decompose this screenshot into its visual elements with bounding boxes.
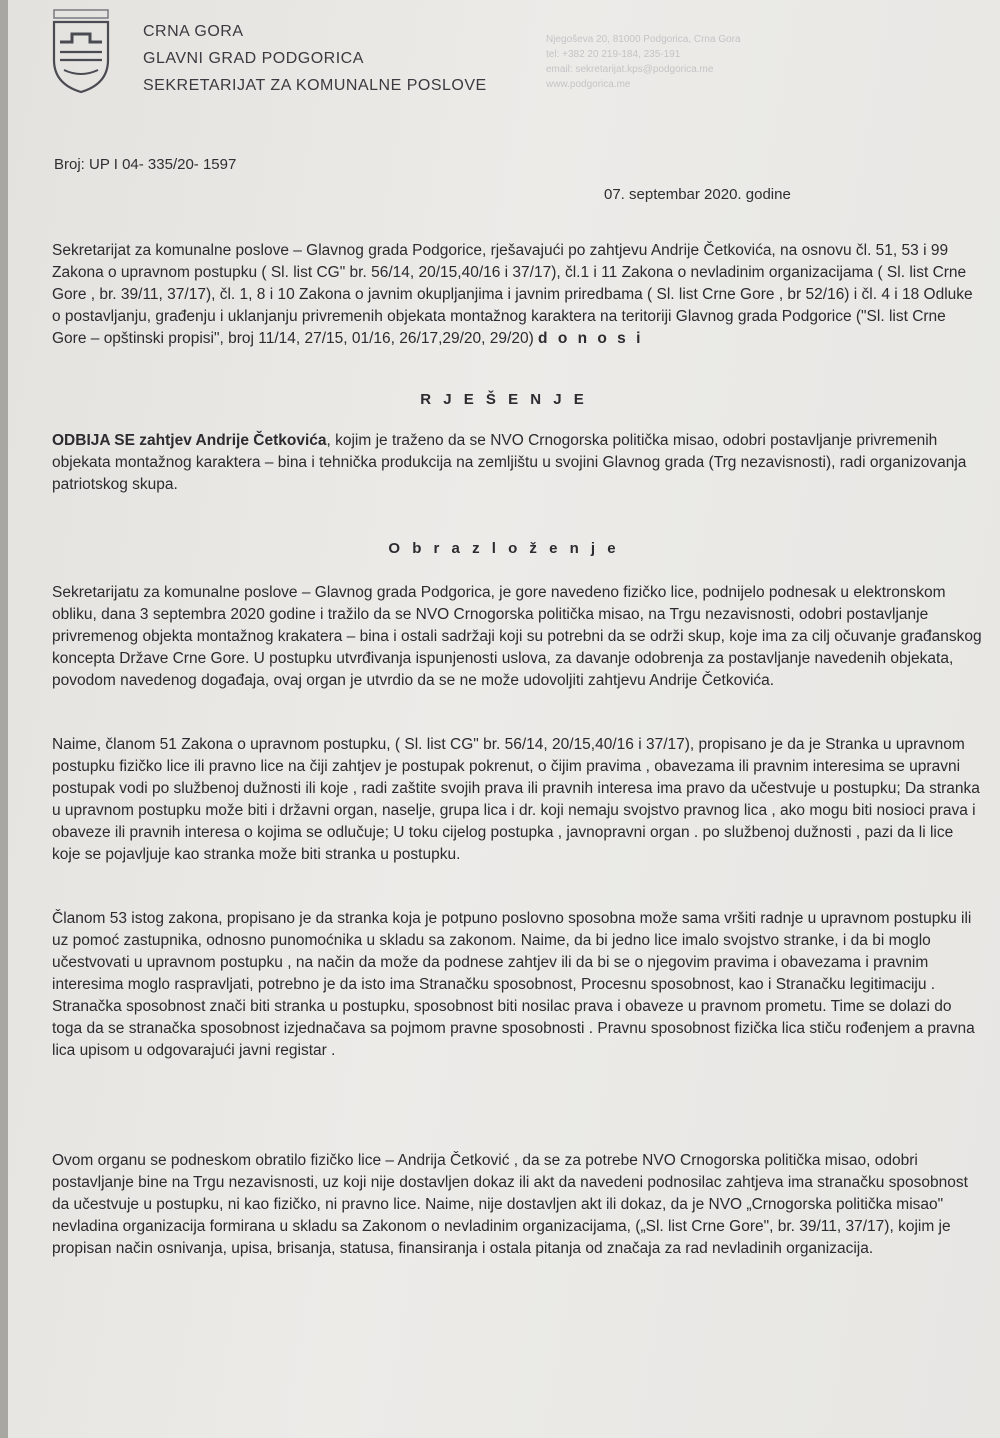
document-date: 07. septembar 2020. godine (604, 186, 791, 203)
contact-block (546, 32, 741, 92)
reasoning-paragraph-3: Članom 53 istog zakona, propisano je da stranka koja je potpuno poslovno sposobna može sama vršiti radnje u upravnom postupku ili uz pomoć zastupnika, odnosno punomoćnika u skladu sa zakonom. Naime, da bi jedno lice imalo svojstvo stranke, i da bi moglo učestvovati u upravnom postupku , na način da može da podnese zahtjev ili da bi se o njegovim pravima i obavezama i pravnim interesima moglo raspravljati, potrebno je da isto ima Stranačku sposobnost, Procesnu sposobnost, kao i Stranačku legitimaciju . Stranačka sposobnost znači biti stranka u postupku, sposobnost biti nosilac prava i obaveze u pravnom prometu. Time se dolazi do toga da se stranačka sposobnost izjednačava sa pojmom pravne sposobnosti . Pravnu sposobnost fizička lica stiču rođenjem a pravna lica upisom u odgovarajući javni registar . (52, 910, 975, 1059)
contact-address: Njegoševa 20, 81000 Podgorica, Crna Gora (546, 34, 741, 45)
org-country: CRNA GORA (143, 23, 244, 40)
reasoning-paragraph-2: Naime, članom 51 Zakona o upravnom postupku, ( Sl. list CG" br. 56/14, 20/15,40/16 i 37/17), propisano je da je Stranka u upravnom postupku fizičko lice ili pravno lice na čiji zahtjev je postupak pokrenut, o čijim pravima , obavezama ili pravnim interesima se upravni postupak vodi po službenoj dužnosti ili koje , radi zaštite svojih prava ili pravnih interesa ima pravo da učestvuje u postupku; Da stranka u upravnom postupku može biti i državni organ, naselje, grupa lica i dr. koji nemaju svojstvo pravnog lica , ako mogu biti nosioci prava i obaveze ili pravnih interesa o kojima se odlučuje; U toku cijelog postupka , javnopravni organ . po službenoj dužnosti , pazi da li lice koje se pojavljuje kao stranka može biti stranka u postupku. (52, 736, 980, 863)
contact-phone: tel: +382 20 219-184, 235-191 (546, 49, 681, 60)
decision-lead: ODBIJA SE zahtjev Andrije Četkovića (52, 432, 327, 449)
contact-website: www.podgorica.me (546, 79, 631, 90)
decision-text: , kojim je traženo da se NVO Crnogorska politička misao, odobri postavljanje privremenih objekata montažnog karaktera – bina i tehnička produkcija na zemljištu u svojini Glavnog grada (Trg nezavisnosti), radi organizovanja patriotskog skupa. (52, 432, 967, 493)
document-page (8, 0, 1000, 1438)
podgorica-coat-of-arms-icon (50, 8, 112, 94)
organization-name (143, 18, 487, 99)
reasoning-paragraph-1: Sekretarijatu za komunalne poslove – Glavnog grada Podgorica, je gore navedeno fizičko lice, podnijelo podnesak u elektronskom obliku, dana 3 septembra 2020 godine i tražilo da se NVO Crnogorska politička misao, na Trgu nezavisnosti, odobri postavljanje privremenog objekta montažnog krakatera – bina i ostali sadržaji koji su potrebni da se održi skup, koje ima za cilj očuvanje građanskog koncepta Države Crne Gore. U postupku utvrđivanja ispunjenosti uslova, za davanje odobrenja za postavljanje navedenih objekata, povodom navedenog događaja, ovaj organ je utvrdio da se ne može udovoljiti zahtjevu Andrije Četkovića. (52, 584, 982, 689)
contact-email: email: sekretarijat.kps@podgorica.me (546, 64, 714, 75)
org-secretariat: SEKRETARIJAT ZA KOMUNALNE POSLOVE (143, 77, 487, 94)
intro-paragraph (52, 240, 982, 350)
intro-donosi: d o n o s i (538, 330, 644, 347)
reasoning-heading: O b r a z l o ž e n j e (388, 540, 620, 557)
decision-heading: R J E Š E N J E (420, 391, 588, 408)
intro-text: Sekretarijat za komunalne poslove – Glavnog grada Podgorice, rješavajući po zahtjevu Andrije Četkovića, na osnovu čl. 51, 53 i 99 Zakona o upravnom postupku ( Sl. list CG" br. 56/14, 20/15,40/16 i 37/17), čl.1 i 11 Zakona o nevladinim organizacijama ( Sl. list Crne Gore , br. 39/11, 37/17), čl. 1, 8 i 10 Zakona o javnim okupljanjima i javnim priredbama ( Sl. list Crne Gore , br 52/16) i čl. 4 i 18 Odluke o postavljanju, građenju i uklanjanju privremenih objekata montažnog karaktera na teritoriji Glavnog grada Podgorice ("Sl. list Crne Gore – opštinski propisi", broj 11/14, 27/15, 01/16, 26/17,29/20, 29/20) (52, 242, 973, 347)
case-number: Broj: UP I 04- 335/20- 1597 (54, 156, 237, 173)
decision-paragraph (52, 430, 982, 496)
org-city: GLAVNI GRAD PODGORICA (143, 50, 364, 67)
reasoning-paragraph-4: Ovom organu se podneskom obratilo fizičko lice – Andrija Četković , da se za potrebe NVO Crnogorska politička misao, odobri postavljanje bine na Trgu nezavisnosti, uz koji nije dostavljen dokaz ili akt da navedeni podnosilac zahtjeva ima stranačku sposobnost da učestvuje u postupku, ni kao fizičko, ni pravno lice. Naime, nije dostavljen akt ili dokaz, da je NVO „Crnogorska politička misao" nevladina organizacija formirana u skladu sa Zakonom o nevladinim organizacijama, („Sl. list Crne Gore", br. 39/11, 37/17), kojim je propisan način osnivanja, upisa, brisanja, statusa, finansiranja i ostala pitanja od značaja za rad nevladinih organizacija. (52, 1152, 968, 1257)
